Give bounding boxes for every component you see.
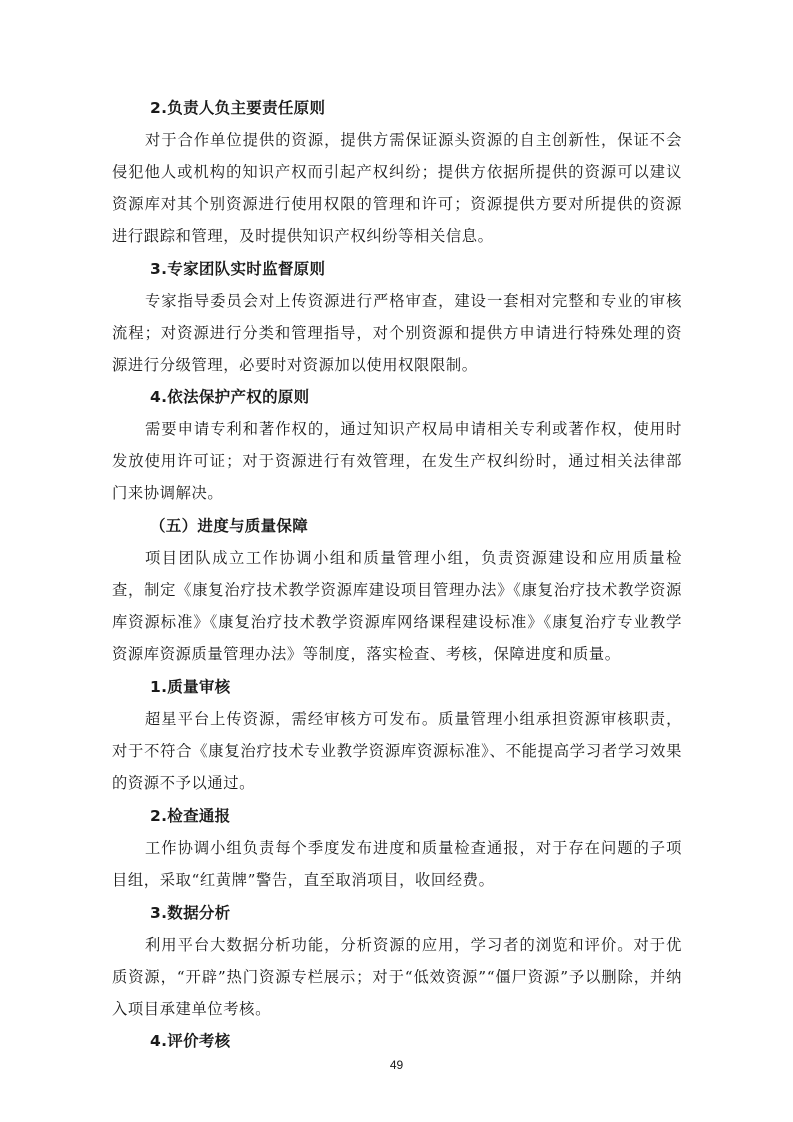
paragraph-expert-supervision: 专家指导委员会对上传资源进行严格审查，建设一套相对完整和专业的审核流程；对资源进行分类和管理指导，对个别资源和提供方申请进行特殊处理的资源进行分级管理，必要时对资源加以使用权限限制。 [112, 292, 682, 374]
paragraph-inspection-report: 工作协调小组负责每个季度发布进度和质量检查通报，对于存在问题的子项目组，采取“红黄牌”警告，直至取消项目，收回经费。 [112, 839, 682, 889]
paragraph-data-analysis: 利用平台大数据分析功能，分析资源的应用，学习者的浏览和评价。对于优质资源，“开辟”热门资源专栏展示；对于“低效资源”“僵尸资源”予以删除，并纳入项目承建单位考核。 [112, 936, 682, 1018]
paragraph-progress-quality: 项目团队成立工作协调小组和质量管理小组，负责资源建设和应用质量检查，制定《康复治疗技术教学资源库建设项目管理办法》《康复治疗技术教学资源库资源标准》《康复治疗技术教学资源库网络课程建设标准》《康复治疗专业教学资源库资源质量管理办法》等制度，落实检查、考核，保障进度和质量。 [112, 549, 682, 663]
paragraph-property-protection: 需要申请专利和著作权的，通过知识产权局申请相关专利或著作权，使用时发放使用许可证；对于资源进行有效管理，在发生产权纠纷时，通过相关法律部门来协调解决。 [112, 420, 682, 502]
paragraph-quality-review: 超星平台上传资源，需经审核方可发布。质量管理小组承担资源审核职责，对于不符合《康复治疗技术专业教学资源库资源标准》、不能提高学习者学习效果的资源不予以通过。 [112, 710, 682, 792]
heading-evaluation: 4.评价考核 [150, 1032, 231, 1050]
heading-quality-review: 1.质量审核 [150, 678, 231, 696]
heading-property-protection: 4.依法保护产权的原则 [150, 388, 310, 406]
heading-responsibility-principle: 2.负责人负主要责任原则 [150, 99, 326, 117]
heading-expert-supervision: 3.专家团队实时监督原则 [150, 260, 326, 278]
heading-data-analysis: 3.数据分析 [150, 904, 231, 922]
heading-inspection-report: 2.检查通报 [150, 807, 231, 825]
section-title-progress-quality: （五）进度与质量保障 [150, 517, 309, 535]
paragraph-responsibility-principle: 对于合作单位提供的资源，提供方需保证源头资源的自主创新性，保证不会侵犯他人或机构的知识产权而引起产权纠纷；提供方依据所提供的资源可以建议资源库对其个别资源进行使用权限的管理和许可；资源提供方要对所提供的资源进行跟踪和管理，及时提供知识产权纠纷等相关信息。 [112, 131, 682, 245]
page-number: 49 [389, 1058, 404, 1072]
